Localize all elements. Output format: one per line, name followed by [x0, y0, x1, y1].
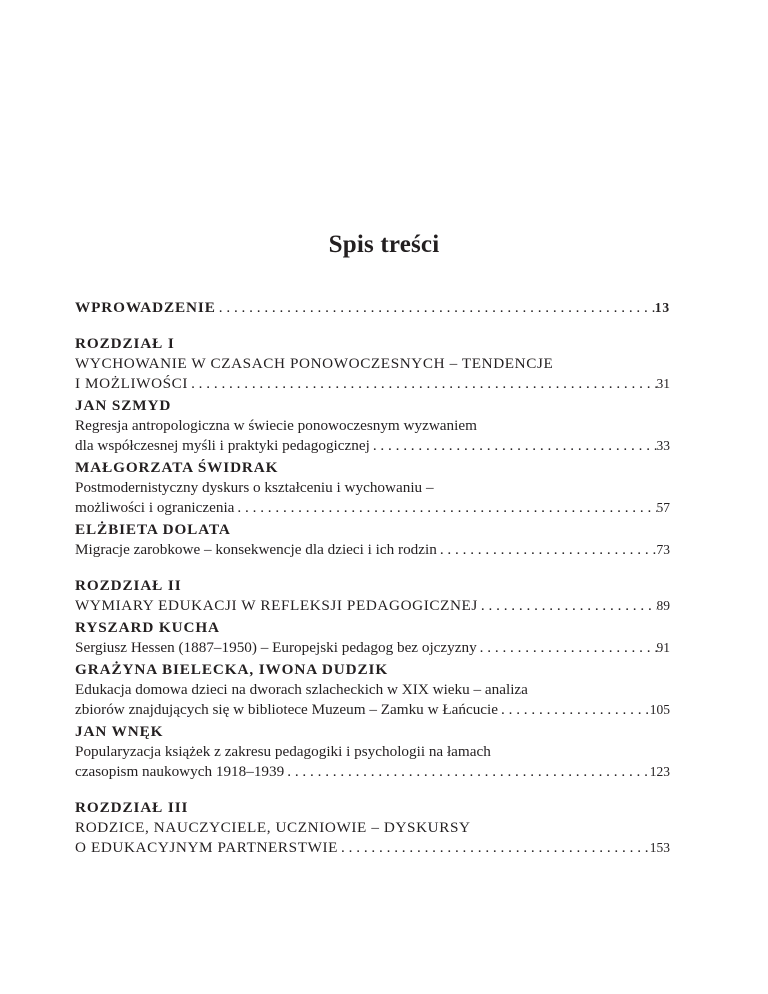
toc-article-title: Popularyzacja książek z zakresu pedagogiki i psychologii na łamach: [75, 743, 491, 760]
toc-article-title: zbiorów znajdujących się w bibliotece Muzeum – Zamku w Łańcucie . . . 105: [75, 700, 670, 720]
toc-page-number: 13: [654, 300, 670, 315]
toc-author: JAN WNĘK: [75, 723, 164, 740]
toc-page-number: 57: [656, 500, 670, 515]
toc-entry-intro: [75, 298, 670, 318]
dot-leader: [216, 298, 655, 318]
toc-page-number: 105: [649, 702, 670, 717]
chapter-title-line: WYMIARY EDUKACJI W REFLEKSJI PEDAGOGICZNEJ . . . 89: [75, 596, 670, 616]
chapter-title-line: I MOŻLIWOŚCI . . . 31: [75, 374, 670, 394]
toc-author: GRAŻYNA BIELECKA, IWONA DUDZIK: [75, 661, 389, 678]
page-title: Spis treści: [328, 231, 440, 258]
toc-article-title: możliwości i ograniczenia . . . 57: [75, 498, 670, 518]
toc-page-number: 153: [649, 840, 670, 855]
toc-page-number: 73: [656, 542, 670, 557]
table-of-contents: [75, 298, 670, 858]
dot-leader: [498, 700, 650, 720]
toc-author: ELŻBIETA DOLATA: [75, 521, 231, 538]
toc-article-title: Sergiusz Hessen (1887–1950) – Europejski pedagog bez ojczyzny . . . 91: [75, 638, 670, 658]
chapter-title-line: WYCHOWANIE W CZASACH PONOWOCZESNYCH – TENDENCJE: [75, 355, 554, 372]
toc-author: JAN SZMYD: [75, 397, 172, 414]
toc-article-title: Migracje zarobkowe – konsekwencje dla dzieci i ich rodzin . . . 73: [75, 540, 670, 560]
dot-leader: [477, 638, 657, 658]
dot-leader: [188, 374, 656, 394]
toc-article-title: Regresja antropologiczna w świecie ponowoczesnym wyzwaniem: [75, 417, 477, 434]
dot-leader: [338, 838, 650, 858]
toc-article-title: czasopism naukowych 1918–1939 . . . 123: [75, 762, 670, 782]
toc-page-number: 91: [656, 640, 670, 655]
dot-leader: [437, 540, 657, 560]
toc-author: MAŁGORZATA ŚWIDRAK: [75, 459, 279, 476]
dot-leader: [370, 436, 657, 456]
chapter-heading: ROZDZIAŁ I: [75, 335, 175, 352]
chapter-title-line: RODZICE, NAUCZYCIELE, UCZNIOWIE – DYSKURSY: [75, 819, 471, 836]
chapter-heading: ROZDZIAŁ III: [75, 799, 189, 816]
toc-entry-label: WPROWADZENIE: [75, 299, 216, 316]
chapter-heading: ROZDZIAŁ II: [75, 577, 182, 594]
toc-article-title: Edukacja domowa dzieci na dworach szlacheckich w XIX wieku – analiza: [75, 681, 528, 698]
toc-article-title: Postmodernistyczny dyskurs o kształceniu i wychowaniu –: [75, 479, 434, 496]
toc-page-number: 31: [656, 376, 670, 391]
toc-page-number: 89: [656, 598, 670, 613]
toc-page-number: 33: [656, 438, 670, 453]
toc-author: RYSZARD KUCHA: [75, 619, 220, 636]
dot-leader: [478, 596, 657, 616]
dot-leader: [284, 762, 650, 782]
toc-page-number: 123: [649, 764, 670, 779]
toc-article-title: dla współczesnej myśli i praktyki pedagogicznej . . . 33: [75, 436, 670, 456]
dot-leader: [234, 498, 656, 518]
chapter-title-line: O EDUKACYJNYM PARTNERSTWIE . . . 153: [75, 838, 670, 858]
